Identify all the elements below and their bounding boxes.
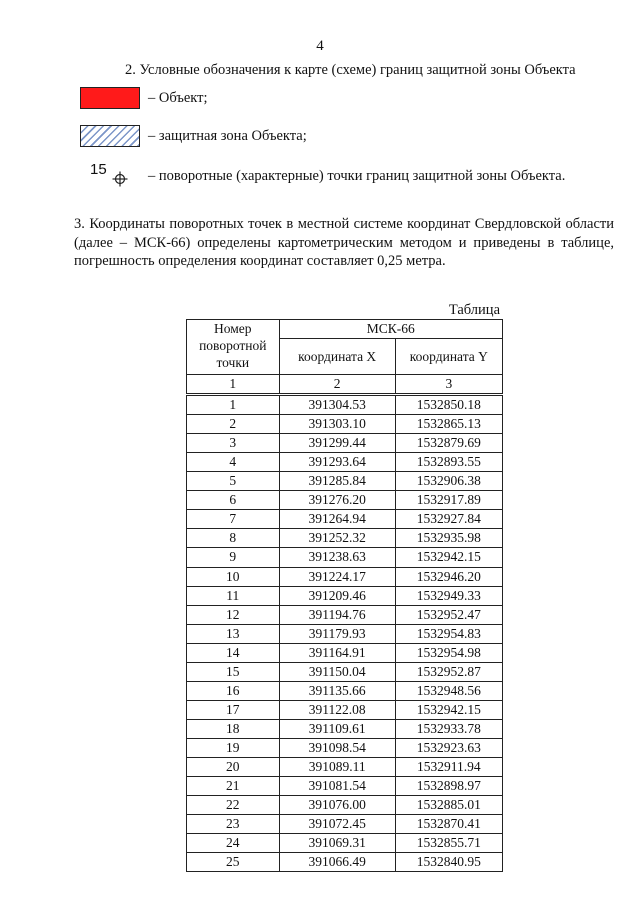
cell-coordinate-x: 391303.10 [279,415,395,434]
cell-coordinate-y: 1532952.87 [395,662,502,681]
table-row [187,529,503,548]
cell-coordinate-x: 391285.84 [279,472,395,491]
cell-coordinate-x: 391299.44 [279,434,395,453]
column-number-1: 1 [187,375,280,395]
table-row [187,624,503,643]
cell-coordinate-y: 1532893.55 [395,453,502,472]
cell-point-number: 5 [187,472,280,491]
cell-coordinate-x: 391179.93 [279,624,395,643]
table-row [187,643,503,662]
table-row [187,395,503,415]
cell-point-number: 25 [187,853,280,872]
crosshair-circle-icon [112,171,128,187]
column-number-3: 3 [395,375,502,395]
cell-coordinate-x: 391069.31 [279,834,395,853]
cell-point-number: 10 [187,567,280,586]
cell-point-number: 17 [187,700,280,719]
table-row [187,453,503,472]
cell-coordinate-y: 1532923.63 [395,738,502,757]
cell-coordinate-x: 391150.04 [279,662,395,681]
header-point-number: Номер поворотной точки [187,320,280,375]
cell-coordinate-y: 1532879.69 [395,434,502,453]
cell-coordinate-y: 1532942.15 [395,700,502,719]
cell-point-number: 13 [187,624,280,643]
cell-coordinate-y: 1532948.56 [395,681,502,700]
cell-coordinate-x: 391164.91 [279,643,395,662]
cell-coordinate-x: 391238.63 [279,548,395,567]
cell-coordinate-y: 1532870.41 [395,815,502,834]
table-row [187,491,503,510]
cell-coordinate-y: 1532840.95 [395,853,502,872]
cell-point-number: 4 [187,453,280,472]
cell-coordinate-y: 1532933.78 [395,719,502,738]
cell-coordinate-x: 391072.45 [279,815,395,834]
cell-point-number: 19 [187,738,280,757]
cell-coordinate-x: 391081.54 [279,777,395,796]
header-coordinate-x: координата X [279,339,395,375]
table-row [187,777,503,796]
cell-coordinate-y: 1532935.98 [395,529,502,548]
legend-label-turning-points: – поворотные (характерные) точки границ защитной зоны Объекта. [148,167,566,184]
cell-point-number: 15 [187,662,280,681]
cell-coordinate-x: 391276.20 [279,491,395,510]
turning-point-symbol [80,161,140,187]
table-row [187,815,503,834]
cell-coordinate-y: 1532906.38 [395,472,502,491]
table-row [187,738,503,757]
table-row [187,548,503,567]
cell-coordinate-y: 1532942.15 [395,548,502,567]
cell-coordinate-y: 1532954.98 [395,643,502,662]
cell-coordinate-y: 1532885.01 [395,796,502,815]
table-row [187,681,503,700]
table-row [187,757,503,776]
cell-coordinate-x: 391264.94 [279,510,395,529]
legend-item-object [80,86,208,110]
table-row [187,567,503,586]
cell-coordinate-y: 1532946.20 [395,567,502,586]
turning-point-symbol-number: 15 [90,161,107,178]
table-row [187,586,503,605]
cell-point-number: 24 [187,834,280,853]
cell-coordinate-x: 391224.17 [279,567,395,586]
cell-coordinate-x: 391109.61 [279,719,395,738]
cell-coordinate-y: 1532917.89 [395,491,502,510]
cell-coordinate-x: 391089.11 [279,757,395,776]
cell-coordinate-x: 391135.66 [279,681,395,700]
cell-coordinate-x: 391098.54 [279,738,395,757]
header-coordinate-y: координата Y [395,339,502,375]
cell-point-number: 23 [187,815,280,834]
cell-point-number: 2 [187,415,280,434]
cell-point-number: 7 [187,510,280,529]
table-row [187,472,503,491]
cell-point-number: 3 [187,434,280,453]
cell-coordinate-x: 391252.32 [279,529,395,548]
cell-coordinate-x: 391304.53 [279,395,395,415]
table-row [187,662,503,681]
cell-point-number: 1 [187,395,280,415]
cell-coordinate-y: 1532911.94 [395,757,502,776]
protected-zone-swatch [80,125,140,147]
legend-label-protected-zone: – защитная зона Объекта; [148,127,307,144]
cell-point-number: 9 [187,548,280,567]
cell-coordinate-x: 391209.46 [279,586,395,605]
cell-point-number: 8 [187,529,280,548]
table-row [187,605,503,624]
legend-heading: 2. Условные обозначения к карте (схеме) границ защитной зоны Объекта [125,62,576,78]
cell-point-number: 20 [187,757,280,776]
cell-coordinate-y: 1532865.13 [395,415,502,434]
cell-coordinate-y: 1532850.18 [395,395,502,415]
cell-point-number: 14 [187,643,280,662]
coordinates-table-body [187,395,503,872]
object-swatch [80,87,140,109]
table-row [187,834,503,853]
cell-point-number: 11 [187,586,280,605]
page-number: 4 [316,38,324,54]
cell-coordinate-x: 391076.00 [279,796,395,815]
cell-point-number: 21 [187,777,280,796]
table-row [187,700,503,719]
cell-coordinate-y: 1532927.84 [395,510,502,529]
cell-point-number: 18 [187,719,280,738]
cell-coordinate-y: 1532855.71 [395,834,502,853]
table-row [187,510,503,529]
header-coordinate-system: МСК-66 [279,320,502,339]
table-row [187,434,503,453]
coordinates-paragraph: 3. Координаты поворотных точек в местной системе координат Свердловской области (далее – МСК-66) определены картометрическим методом и приведены в таблице, погрешность определения координат составляет 0,25 метра. [74,216,614,269]
legend-item-turning-points [80,161,566,188]
legend-item-protected-zone [80,124,307,148]
legend-label-object: – Объект; [148,89,208,106]
coordinates-table [186,319,503,872]
column-number-2: 2 [279,375,395,395]
cell-coordinate-y: 1532949.33 [395,586,502,605]
cell-coordinate-y: 1532952.47 [395,605,502,624]
table-row [187,853,503,872]
cell-coordinate-x: 391293.64 [279,453,395,472]
cell-coordinate-x: 391066.49 [279,853,395,872]
cell-coordinate-y: 1532898.97 [395,777,502,796]
cell-point-number: 12 [187,605,280,624]
table-row [187,796,503,815]
cell-coordinate-x: 391122.08 [279,700,395,719]
cell-point-number: 16 [187,681,280,700]
table-row [187,415,503,434]
cell-coordinate-y: 1532954.83 [395,624,502,643]
table-caption: Таблица [448,302,500,318]
cell-point-number: 22 [187,796,280,815]
cell-coordinate-x: 391194.76 [279,605,395,624]
table-row [187,719,503,738]
cell-point-number: 6 [187,491,280,510]
